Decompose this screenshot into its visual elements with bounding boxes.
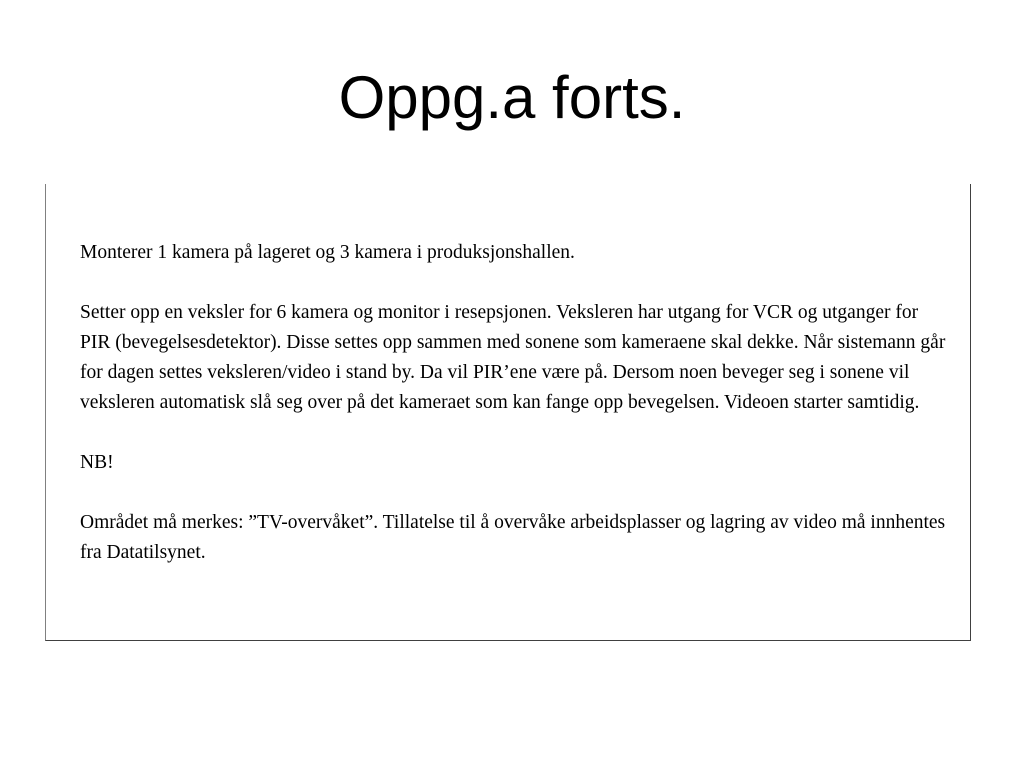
embedded-document: [45, 184, 971, 641]
slide-title: Oppg.a forts.: [338, 64, 686, 131]
document-body: [80, 238, 950, 568]
paragraph-nb: NB!: [80, 452, 114, 473]
paragraph-camera-placement: Monterer 1 kamera på lageret og 3 kamera i produksjonshallen.: [80, 242, 575, 263]
paragraph-switcher-setup: Setter opp en veksler for 6 kamera og monitor i resepsjonen. Veksleren har utgang for VCR og utganger for PIR (bevegelsesdetektor). Disse settes opp sammen med sonene som kameraene skal dekke. Når sistemann går for dagen settes veksleren/video i stand by. Da vil PIR’ene være på. Dersom noen beveger seg i sonene vil veksleren automatisk slå seg over på det kameraet som kan fange opp bevegelsen. Videoen starter samtidig.: [80, 302, 946, 413]
paragraph-legal-notice: Området må merkes: ”TV-overvåket”. Tillatelse til å overvåke arbeidsplasser og lagring av video må innhentes fra Datatilsynet.: [80, 512, 946, 563]
